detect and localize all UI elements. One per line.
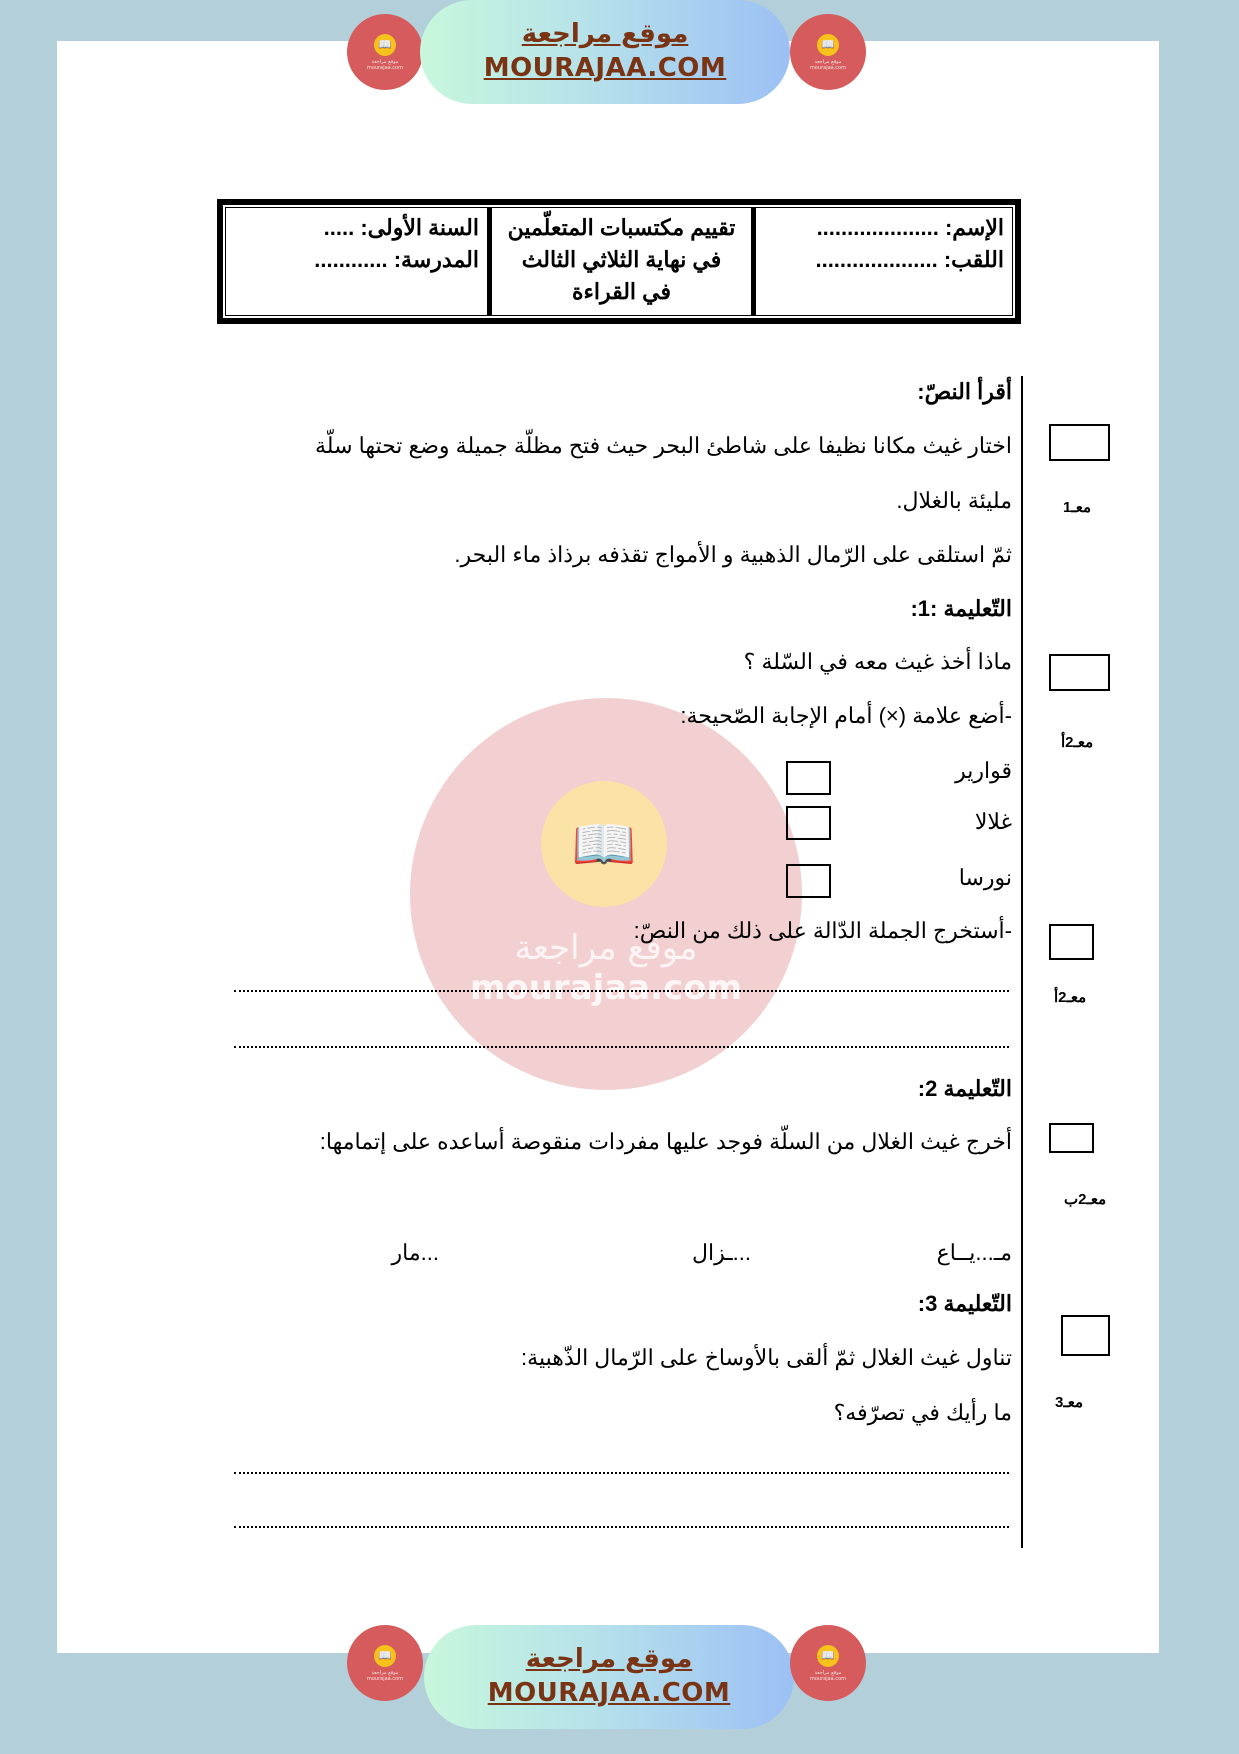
- option-label: نورسا: [958, 865, 1012, 890]
- answer-line[interactable]: [234, 1472, 1009, 1474]
- answer-line[interactable]: [234, 1526, 1009, 1528]
- answer-checkbox[interactable]: [786, 864, 831, 898]
- q1-instruction: -أضع علامة (×) أمام الإجابة الصّحيحة:: [680, 703, 1012, 728]
- answer-checkbox[interactable]: [786, 761, 831, 795]
- missing-word: مـ...يــاع: [936, 1240, 1012, 1265]
- score-criterion-label: معـ2أ: [1061, 734, 1094, 751]
- site-banner-bottom[interactable]: [424, 1625, 794, 1729]
- score-criterion-label: معـ3: [1055, 1394, 1084, 1411]
- answer-line[interactable]: [234, 990, 1009, 992]
- exam-title-line3: في القراءة: [571, 279, 672, 304]
- logo-badge-right-top: 📖 موقع مراجعة mourajaa.com: [790, 14, 866, 90]
- score-box[interactable]: [1061, 1315, 1110, 1356]
- exam-title-line1: تقييم مكتسبات المتعلّمين: [507, 215, 736, 240]
- site-banner-top[interactable]: [420, 0, 790, 104]
- score-criterion-label: معـ1: [1063, 499, 1092, 516]
- answer-line[interactable]: [234, 1046, 1009, 1048]
- name-label: الإسم:: [944, 215, 1004, 240]
- missing-word: ...مار: [391, 1240, 439, 1265]
- surname-field[interactable]: ....................: [815, 247, 938, 272]
- q1-question: ماذا أخذ غيث معه في السّلة ؟: [743, 649, 1012, 674]
- option-label: قوارير: [955, 758, 1012, 783]
- passage-line-3: ثمّ استلقى على الرّمال الذهبية و الأمواج تقذفه برذاذ ماء البحر.: [454, 542, 1012, 567]
- book-icon: 📖: [817, 34, 839, 56]
- school-field[interactable]: ............: [314, 247, 388, 272]
- q3-question: ما رأيك في تصرّفه؟: [833, 1400, 1012, 1425]
- option-label: غلالا: [974, 809, 1012, 834]
- q2-instruction: أخرج غيث الغلال من السلّة فوجد عليها مفردات منقوصة أساعده على إتمامها:: [319, 1129, 1012, 1154]
- passage-line-1: اختار غيث مكانا نظيفا على شاطئ البحر حيث فتح مظلّة جميلة وضع تحتها سلّة: [315, 433, 1012, 458]
- watermark: 📖 موقع مراجعة mourajaa.com: [410, 698, 802, 1090]
- logo-badge-right-bottom: 📖 موقع مراجعة mourajaa.com: [790, 1625, 866, 1701]
- banner-latin-title: MOURAJAA.COM: [487, 1678, 731, 1708]
- exam-title-line2: في نهاية الثلاثي الثالث: [521, 247, 722, 272]
- q1-extract-instruction: -أستخرج الجملة الدّالة على ذلك من النصّ:: [633, 918, 1012, 943]
- q3-heading: التّعليمة 3:: [917, 1291, 1012, 1316]
- score-box[interactable]: [1049, 924, 1094, 960]
- answer-checkbox[interactable]: [786, 806, 831, 840]
- book-icon: 📖: [374, 34, 396, 56]
- passage-line-2: مليئة بالغلال.: [896, 488, 1012, 513]
- score-box[interactable]: [1049, 1123, 1094, 1153]
- logo-badge-left-top: 📖 موقع مراجعة mourajaa.com: [347, 14, 423, 90]
- banner-arabic-title: موقع مراجعة: [521, 19, 689, 49]
- surname-label: اللقب:: [943, 247, 1004, 272]
- book-icon: 📖: [374, 1645, 396, 1667]
- score-box[interactable]: [1049, 424, 1110, 461]
- banner-arabic-title: موقع مراجعة: [525, 1644, 693, 1674]
- book-icon: 📖: [817, 1645, 839, 1667]
- year-field[interactable]: .....: [323, 215, 355, 240]
- q1-heading: التّعليمة :1:: [910, 596, 1012, 621]
- q2-heading: التّعليمة 2:: [917, 1076, 1012, 1101]
- score-criterion-label: معـ2أ: [1054, 989, 1087, 1006]
- school-label: المدرسة:: [393, 247, 479, 272]
- open-book-icon: 📖: [541, 781, 667, 907]
- logo-badge-left-bottom: 📖 موقع مراجعة mourajaa.com: [347, 1625, 423, 1701]
- q3-statement: تناول غيث الغلال ثمّ ألقى بالأوساخ على الرّمال الذّهبية:: [521, 1345, 1012, 1370]
- name-field[interactable]: ....................: [816, 215, 939, 240]
- missing-word: ...ـزال: [691, 1240, 751, 1265]
- score-criterion-label: معـ2ب: [1064, 1191, 1107, 1208]
- score-box[interactable]: [1049, 654, 1110, 691]
- year-label: السنة الأولى:: [360, 215, 479, 240]
- banner-latin-title: MOURAJAA.COM: [483, 53, 727, 83]
- reading-heading: أقرأ النصّ:: [917, 379, 1012, 404]
